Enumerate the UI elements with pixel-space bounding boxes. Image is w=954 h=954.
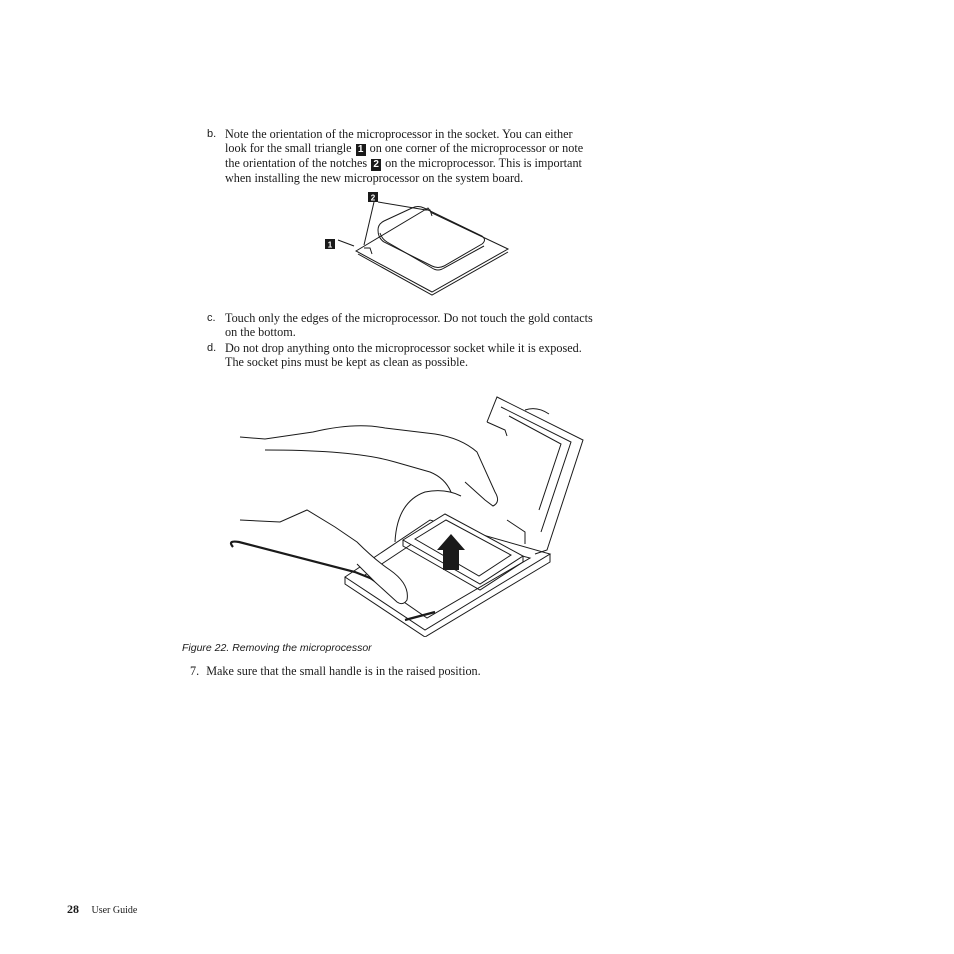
microprocessor-orientation-figure: [320, 188, 520, 303]
step-7: [190, 664, 481, 679]
callout-2: [368, 192, 378, 203]
step-b-line-3a: the orientation of the notches: [225, 156, 368, 170]
footer-label: User Guide: [91, 905, 138, 916]
step-d-line-2: The socket pins must be kept as clean as possible.: [225, 355, 469, 369]
step-c-line-2: on the bottom.: [225, 325, 296, 339]
step-d: [207, 341, 617, 369]
hand-lower-outline: [240, 510, 407, 604]
cpu-notch-left: [364, 248, 372, 254]
cpu-substrate-edge: [358, 252, 508, 295]
figure-caption: Figure 22. Removing the microprocessor: [182, 642, 372, 654]
page-number: 28: [67, 902, 79, 916]
leader-line-2a: [378, 202, 426, 210]
step-letter: b.: [207, 128, 217, 140]
removing-microprocessor-figure: [225, 392, 595, 637]
socket-lid-inner: [501, 407, 571, 532]
step-c: [207, 311, 617, 339]
step-b-line-3b: on the microprocessor. This is important: [385, 156, 582, 170]
step-number: 7.: [190, 664, 200, 678]
callout-badge-1: 1: [356, 144, 366, 156]
hand-upper-outline: [240, 426, 498, 506]
page-footer: [67, 902, 137, 917]
step-d-line-1: Do not drop anything onto the microprocessor socket while it is exposed.: [225, 341, 582, 355]
step-b-line-2: [225, 141, 617, 156]
callout-1: [325, 239, 335, 250]
step-d-text: [225, 341, 617, 369]
callout-2-label: 2: [370, 193, 376, 203]
socket-lid-hinge-edge: [487, 422, 507, 436]
step-b-line-3: [225, 156, 617, 171]
cpu-heat-spreader: [378, 207, 485, 268]
callout-1-label: 1: [327, 240, 333, 250]
step-b-line-2a: look for the small triangle: [225, 141, 352, 155]
leader-line-2b: [364, 202, 374, 245]
cpu-substrate-outline: [356, 208, 508, 292]
step-letter: d.: [207, 342, 217, 354]
socket-lid-outline: [487, 397, 583, 554]
step-c-text: [225, 311, 617, 339]
step-b: [207, 127, 617, 185]
step-c-line-1: Touch only the edges of the microprocessor. Do not touch the gold contacts: [225, 311, 593, 325]
step-b-line-4: when installing the new microprocessor on the system board.: [225, 171, 524, 185]
socket-latch: [507, 520, 525, 544]
step-b-line-1: Note the orientation of the microprocessor in the socket. You can either: [225, 127, 573, 141]
step-b-text: [225, 127, 617, 185]
step-letter: c.: [207, 312, 216, 324]
step-7-text: Make sure that the small handle is in the raised position.: [206, 664, 481, 678]
step-b-line-2b: on one corner of the microprocessor or note: [369, 141, 584, 155]
callout-badge-2: 2: [371, 159, 381, 171]
leader-line-1: [338, 240, 354, 246]
